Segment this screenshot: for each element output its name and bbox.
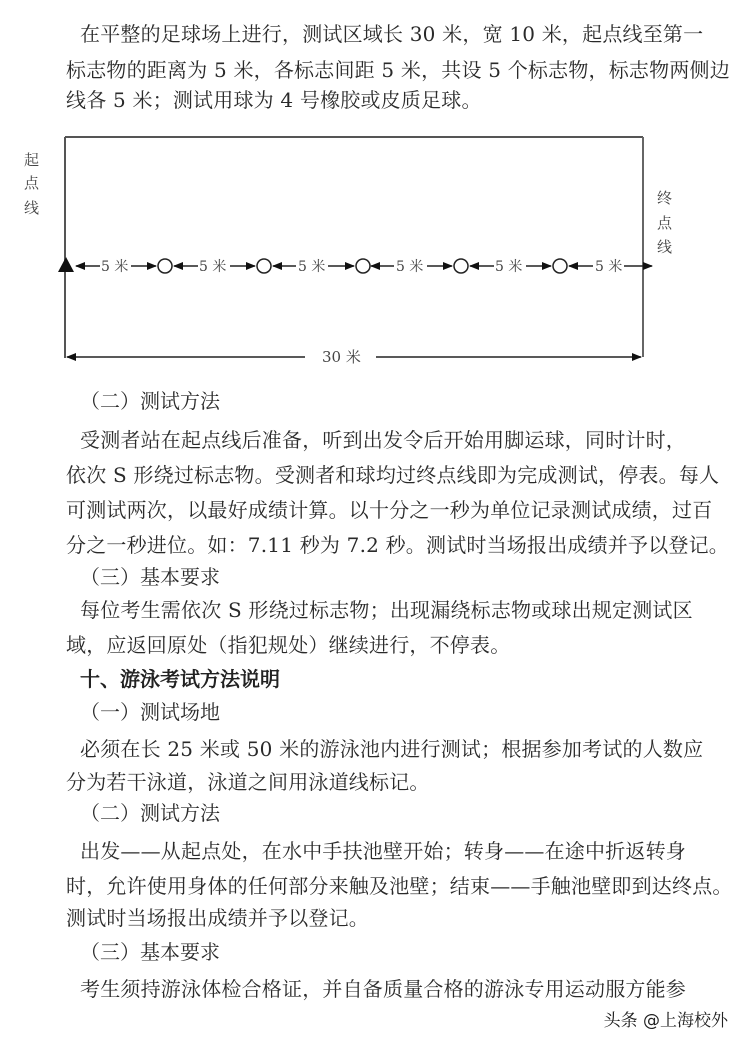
svg-text:线: 线 xyxy=(657,238,673,256)
cone-marker-icon xyxy=(454,259,468,273)
swimming-method-line-2: 时，允许使用身体的任何部分来触及池壁；结束——手触池壁即到达终点。 xyxy=(66,874,733,898)
svg-text:点: 点 xyxy=(657,214,673,232)
intro-line-3: 线各 5 米；测试用球为 4 号橡胶或皮质足球。 xyxy=(66,88,482,112)
source-watermark: 头条 @上海校外 xyxy=(603,1011,728,1031)
svg-text:5 米: 5 米 xyxy=(396,259,424,275)
field-diagram xyxy=(0,120,750,380)
total-length-label: 30 米 xyxy=(322,348,361,366)
intro-line-2: 标志物的距离为 5 米，各标志间距 5 米，共设 5 个标志物，标志物两侧边 xyxy=(66,58,730,82)
svg-text:5 米: 5 米 xyxy=(298,259,326,275)
football-requirements-line-1: 每位考生需依次 S 形绕过标志物；出现漏绕标志物或球出规定测试区 xyxy=(80,598,693,622)
football-requirements-heading: （三）基本要求 xyxy=(80,565,220,589)
svg-text:终: 终 xyxy=(657,189,673,207)
svg-text:线: 线 xyxy=(24,199,40,217)
svg-text:5 米: 5 米 xyxy=(495,259,523,275)
start-line-label xyxy=(24,151,40,217)
cone-marker-icon xyxy=(158,259,172,273)
svg-text:5 米: 5 米 xyxy=(101,259,129,275)
cone-marker-icon xyxy=(553,259,567,273)
finish-line-label xyxy=(657,189,673,256)
cone-marker-icon xyxy=(356,259,370,273)
svg-text:点: 点 xyxy=(24,174,40,192)
cone-marker-icon xyxy=(257,259,271,273)
swimming-venue-heading: （一）测试场地 xyxy=(80,700,220,724)
svg-text:5 米: 5 米 xyxy=(595,259,623,275)
football-method-line-1: 受测者站在起点线后准备，听到出发令后开始用脚运球，同时计时， xyxy=(80,428,686,452)
swimming-method-heading: （二）测试方法 xyxy=(80,801,220,825)
swimming-requirements-heading: （三）基本要求 xyxy=(80,940,220,964)
swimming-method-line-3: 测试时当场报出成绩并予以登记。 xyxy=(66,906,369,930)
football-method-line-2: 依次 S 形绕过标志物。受测者和球均过终点线即为完成测试，停表。每人 xyxy=(66,463,720,487)
swimming-venue-line-1: 必须在长 25 米或 50 米的游泳池内进行测试；根据参加考试的人数应 xyxy=(80,737,704,761)
field-boundary xyxy=(65,137,643,358)
swimming-section-title: 十、游泳考试方法说明 xyxy=(80,667,280,691)
swimming-venue-line-2: 分为若干泳道，泳道之间用泳道线标记。 xyxy=(66,770,430,794)
svg-text:起: 起 xyxy=(24,151,40,169)
football-method-line-3: 可测试两次，以最好成绩计算。以十分之一秒为单位记录测试成绩，过百 xyxy=(66,498,713,522)
swimming-requirements-line-1: 考生须持游泳体检合格证，并自备质量合格的游泳专用运动服方能参 xyxy=(80,977,686,1001)
football-method-heading: （二）测试方法 xyxy=(80,389,220,413)
football-method-line-4: 分之一秒进位。如：7.11 秒为 7.2 秒。测试时当场报出成绩并予以登记。 xyxy=(66,533,730,557)
football-requirements-line-2: 域，应返回原处（指犯规处）继续进行，不停表。 xyxy=(66,633,511,657)
svg-text:5 米: 5 米 xyxy=(199,259,227,275)
start-triangle-icon xyxy=(58,257,74,272)
intro-line-1: 在平整的足球场上进行，测试区域长 30 米，宽 10 米，起点线至第一 xyxy=(80,22,704,46)
swimming-method-line-1: 出发——从起点处，在水中手扶池壁开始；转身——在途中折返转身 xyxy=(80,839,686,863)
